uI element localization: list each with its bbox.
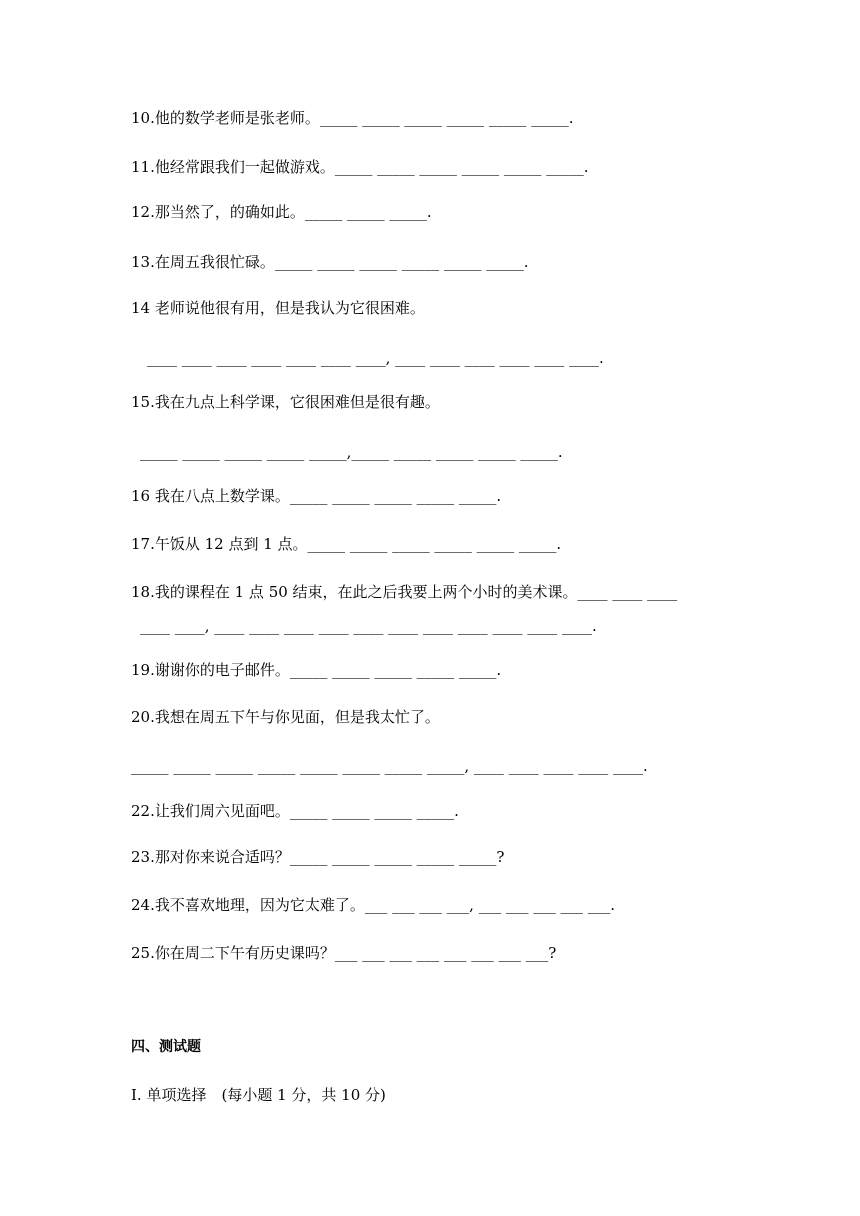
- question-25: 25.你在周二下午有历史课吗？___ ___ ___ ___ ___ ___ ___ ___?: [131, 944, 557, 962]
- question-15: 15.我在九点上科学课，它很困难但是很有趣。: [131, 393, 440, 411]
- question-11: 11.他经常跟我们一起做游戏。_____ _____ _____ _____ _____ _____.: [131, 158, 589, 176]
- question-24: 24.我不喜欢地理，因为它太难了。___ ___ ___ ___, ___ ___ ___ ___ ___.: [131, 896, 616, 914]
- section-heading: 四、测试题: [131, 1039, 201, 1055]
- question-14: 14 老师说他很有用，但是我认为它很困难。: [131, 299, 425, 317]
- question-19: 19.谢谢你的电子邮件。_____ _____ _____ _____ _____.: [131, 661, 502, 679]
- question-14-blanks: ____ ____ ____ ____ ____ ____ ____, ____ ____ ____ ____ ____ ____.: [147, 349, 604, 367]
- question-20-blanks: _____ _____ _____ _____ _____ _____ _____ _____, ____ ____ ____ ____ ____.: [131, 757, 648, 775]
- question-18: 18.我的课程在 1 点 50 结束，在此之后我要上两个小时的美术课。____ ____ ____: [131, 583, 678, 601]
- question-22: 22.让我们周六见面吧。_____ _____ _____ _____.: [131, 802, 459, 820]
- question-12: 12.那当然了，的确如此。_____ _____ _____.: [131, 203, 432, 221]
- question-16: 16 我在八点上数学课。_____ _____ _____ _____ _____.: [131, 487, 502, 505]
- question-23: 23.那对你来说合适吗？_____ _____ _____ _____ _____?: [131, 848, 505, 866]
- question-18-blanks: ____ ____, ____ ____ ____ ____ ____ ____ ____ ____ ____ ____ ____.: [140, 617, 597, 635]
- question-20: 20.我想在周五下午与你见面，但是我太忙了。: [131, 708, 440, 726]
- subsection-title: Ⅰ. 单项选择 (每小题 1 分，共 10 分): [131, 1086, 386, 1104]
- question-10: 10.他的数学老师是张老师。_____ _____ _____ _____ _____ _____.: [131, 109, 574, 127]
- question-15-blanks: _____ _____ _____ _____ _____,_____ _____ _____ _____ _____.: [140, 443, 563, 461]
- question-17: 17.午饭从 12 点到 1 点。_____ _____ _____ _____ _____ _____.: [131, 535, 562, 553]
- question-13: 13.在周五我很忙碌。_____ _____ _____ _____ _____ _____.: [131, 253, 529, 271]
